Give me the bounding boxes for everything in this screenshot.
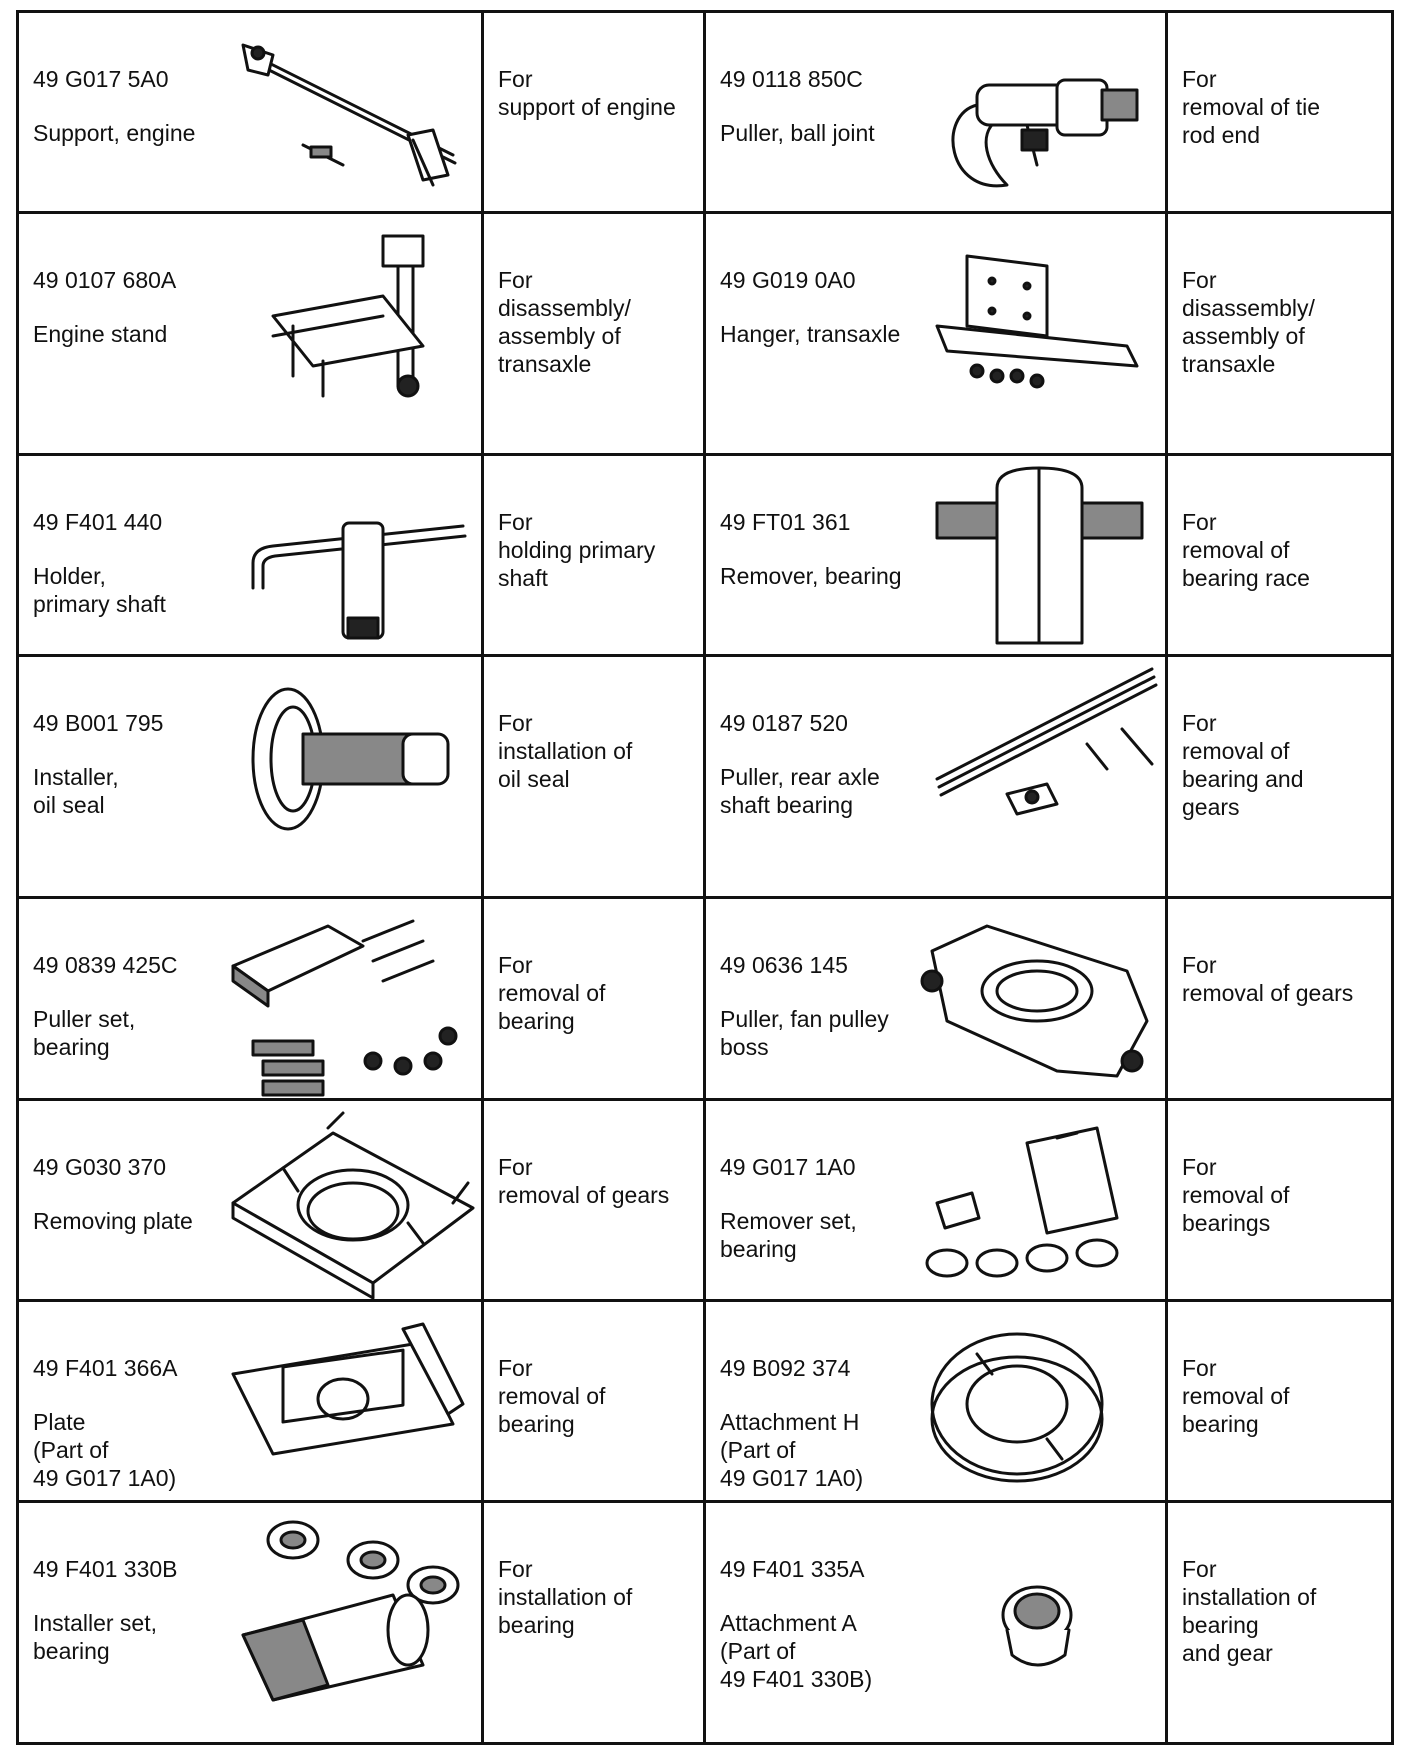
- ball-joint-puller-icon: [917, 25, 1157, 215]
- use-cell: For disassembly/ assembly of transaxle: [1167, 213, 1393, 455]
- use-cell: For removal of bearing and gears: [1167, 656, 1393, 898]
- tool-cell: [705, 1502, 1167, 1744]
- tool-cell: [18, 1099, 483, 1300]
- attachment-a-icon: [917, 1515, 1157, 1705]
- use-cell: For holding primary shaft: [483, 455, 705, 656]
- plate-icon: [233, 1314, 473, 1504]
- tool-name: Plate (Part of 49 G017 1A0): [33, 1408, 177, 1491]
- tool-cell: [18, 455, 483, 656]
- tool-name: Puller, ball joint: [720, 120, 875, 146]
- tool-name: Support, engine: [33, 120, 196, 146]
- bearing-remover-set-icon: [917, 1113, 1157, 1303]
- tool-cell: [705, 455, 1167, 656]
- part-number: 49 F401 335A: [720, 1556, 865, 1583]
- primary-shaft-holder-icon: [233, 468, 473, 658]
- part-number: 49 0839 425C: [33, 952, 178, 979]
- bearing-remover-icon: [917, 468, 1157, 658]
- bearing-puller-set-icon: [233, 911, 473, 1101]
- tool-name: Puller set, bearing: [33, 1006, 136, 1061]
- tool-cell: [705, 213, 1167, 455]
- tool-name: Puller, fan pulley boss: [720, 1006, 889, 1061]
- table-row: [18, 213, 1393, 455]
- removing-plate-icon: [233, 1113, 473, 1303]
- use-cell: For removal of bearing: [1167, 1300, 1393, 1501]
- part-number: 49 G017 1A0: [720, 1153, 856, 1180]
- engine-support-icon: [233, 25, 473, 215]
- tool-cell: [18, 898, 483, 1099]
- tool-name: Attachment H (Part of 49 G017 1A0): [720, 1408, 864, 1491]
- tool-cell: [18, 656, 483, 898]
- use-cell: For removal of bearings: [1167, 1099, 1393, 1300]
- tool-name: Installer set, bearing: [33, 1610, 157, 1665]
- part-number: 49 0187 520: [720, 710, 848, 737]
- tool-name: Puller, rear axle shaft bearing: [720, 764, 880, 819]
- tool-cell: [705, 1300, 1167, 1501]
- tool-cell: [705, 12, 1167, 213]
- tool-cell: [18, 1300, 483, 1501]
- part-number: 49 0118 850C: [720, 66, 863, 92]
- tool-name: Hanger, transaxle: [720, 321, 901, 348]
- tool-name: Attachment A (Part of 49 F401 330B): [720, 1610, 873, 1693]
- use-cell: For removal of bearing race: [1167, 455, 1393, 656]
- tool-name: Remover set, bearing: [720, 1207, 857, 1262]
- part-number: 49 G017 5A0: [33, 66, 169, 92]
- part-number: 49 B001 795: [33, 710, 164, 737]
- table-row: [18, 12, 1393, 213]
- bearing-installer-set-icon: [233, 1515, 473, 1705]
- tool-name: Engine stand: [33, 321, 168, 348]
- tool-cell: [705, 656, 1167, 898]
- rear-axle-puller-icon: [917, 669, 1157, 859]
- use-cell: For disassembly/ assembly of transaxle: [483, 213, 705, 455]
- part-number: 49 F401 440: [33, 509, 163, 536]
- tool-cell: [18, 1502, 483, 1744]
- part-number: 49 FT01 361: [720, 509, 851, 536]
- attachment-h-icon: [917, 1314, 1157, 1504]
- table-row: [18, 455, 1393, 656]
- special-tools-table: [16, 10, 1394, 1745]
- part-number: 49 F401 330B: [33, 1556, 178, 1583]
- table-row: [18, 898, 1393, 1099]
- fan-pulley-puller-icon: [917, 911, 1157, 1101]
- engine-stand-icon: [233, 226, 473, 416]
- part-number: 49 B092 374: [720, 1354, 851, 1381]
- table-row: [18, 1300, 1393, 1501]
- tool-cell: [18, 12, 483, 213]
- transaxle-hanger-icon: [917, 226, 1157, 416]
- use-cell: For support of engine: [483, 12, 705, 213]
- tool-cell: [18, 213, 483, 455]
- oil-seal-installer-icon: [233, 669, 473, 859]
- use-cell: For installation of oil seal: [483, 656, 705, 898]
- use-cell: For installation of bearing and gear: [1167, 1502, 1393, 1744]
- tool-cell: [705, 898, 1167, 1099]
- use-cell: For removal of tie rod end: [1167, 12, 1393, 213]
- part-number: 49 0107 680A: [33, 267, 177, 294]
- tool-name: Holder, primary shaft: [33, 563, 166, 618]
- part-number: 49 G019 0A0: [720, 267, 856, 294]
- use-cell: For removal of gears: [483, 1099, 705, 1300]
- use-cell: For installation of bearing: [483, 1502, 705, 1744]
- table-row: [18, 1502, 1393, 1744]
- tool-cell: [705, 1099, 1167, 1300]
- tool-name: Removing plate: [33, 1207, 193, 1234]
- tool-name: Remover, bearing: [720, 563, 902, 590]
- use-cell: For removal of gears: [1167, 898, 1393, 1099]
- part-number: 49 F401 366A: [33, 1354, 178, 1381]
- table-row: [18, 656, 1393, 898]
- part-number: 49 0636 145: [720, 952, 848, 979]
- tool-name: Installer, oil seal: [33, 764, 119, 819]
- table-row: [18, 1099, 1393, 1300]
- use-cell: For removal of bearing: [483, 898, 705, 1099]
- part-number: 49 G030 370: [33, 1153, 167, 1180]
- use-cell: For removal of bearing: [483, 1300, 705, 1501]
